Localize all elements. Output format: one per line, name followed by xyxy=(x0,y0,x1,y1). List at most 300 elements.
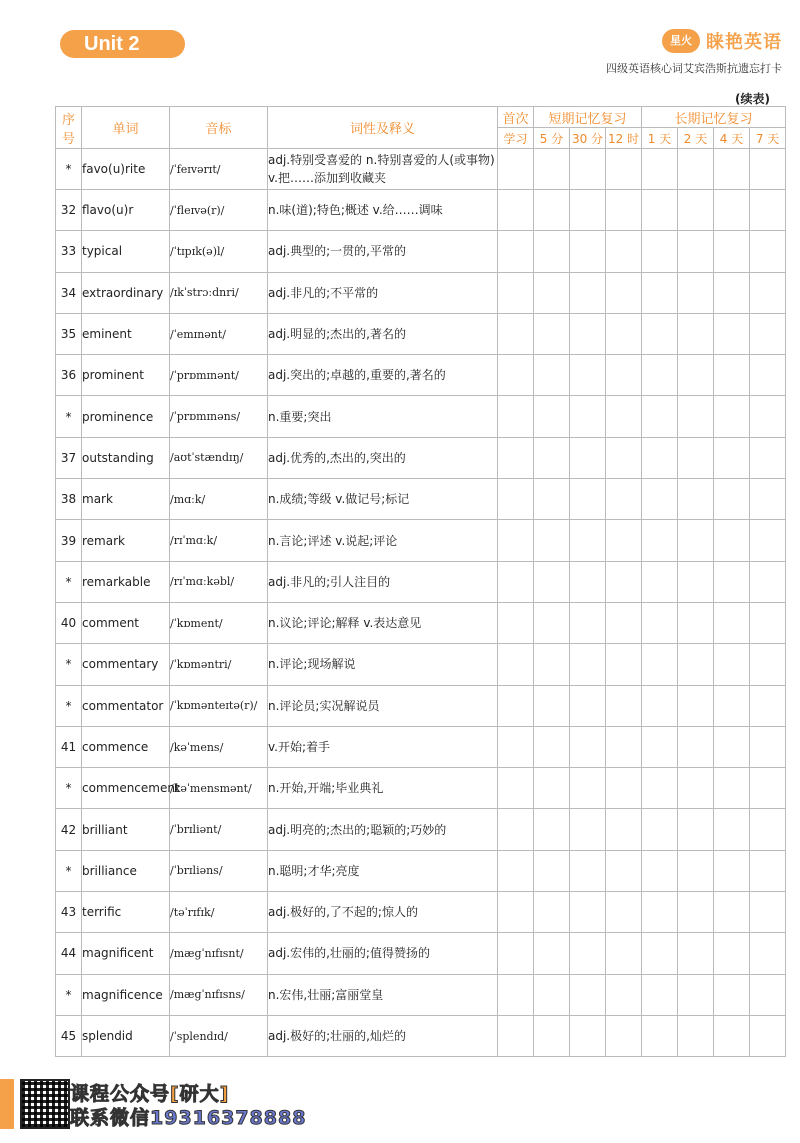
checkin-cell[interactable] xyxy=(678,561,714,602)
checkin-cell[interactable] xyxy=(678,190,714,231)
row-phonetic: /kəˈmensmənt/ xyxy=(170,768,268,809)
brand-name: 睐艳英语 xyxy=(706,32,782,53)
checkin-cell[interactable] xyxy=(750,768,786,809)
checkin-cell[interactable] xyxy=(498,313,534,354)
row-number: * xyxy=(56,685,82,726)
checkin-cell[interactable] xyxy=(606,272,642,313)
checkin-cell[interactable] xyxy=(570,1015,606,1056)
checkin-cell[interactable] xyxy=(606,602,642,643)
checkin-cell[interactable] xyxy=(606,561,642,602)
row-word: brilliance xyxy=(82,850,170,891)
checkin-cell[interactable] xyxy=(714,437,750,478)
checkin-cell[interactable] xyxy=(498,726,534,767)
checkin-cell[interactable] xyxy=(606,644,642,685)
checkin-cell[interactable] xyxy=(750,974,786,1015)
checkin-cell[interactable] xyxy=(750,685,786,726)
checkin-cell[interactable] xyxy=(606,974,642,1015)
checkin-cell[interactable] xyxy=(606,933,642,974)
row-definition: n.评论员;实况解说员 xyxy=(268,685,498,726)
row-phonetic: /aʊtˈstændɪŋ/ xyxy=(170,437,268,478)
row-number: * xyxy=(56,974,82,1015)
checkin-cell[interactable] xyxy=(606,479,642,520)
checkin-cell[interactable] xyxy=(678,974,714,1015)
checkin-cell[interactable] xyxy=(498,768,534,809)
table-row xyxy=(56,520,786,561)
checkin-cell[interactable] xyxy=(534,479,570,520)
checkin-cell[interactable] xyxy=(714,561,750,602)
checkin-cell[interactable] xyxy=(642,396,678,437)
checkin-cell[interactable] xyxy=(534,933,570,974)
checkin-cell[interactable] xyxy=(750,892,786,933)
checkin-cell[interactable] xyxy=(606,231,642,272)
checkin-cell[interactable] xyxy=(678,437,714,478)
table-row xyxy=(56,933,786,974)
col-header-5min: 5 分 xyxy=(534,128,570,149)
checkin-cell[interactable] xyxy=(534,644,570,685)
row-definition: adj.突出的;卓越的,重要的,著名的 xyxy=(268,355,498,396)
row-number: * xyxy=(56,768,82,809)
checkin-cell[interactable] xyxy=(750,850,786,891)
row-phonetic: /ˈkɒment/ xyxy=(170,602,268,643)
row-number: 34 xyxy=(56,272,82,313)
checkin-cell[interactable] xyxy=(606,313,642,354)
checkin-cell[interactable] xyxy=(750,479,786,520)
checkin-cell[interactable] xyxy=(534,974,570,1015)
checkin-cell[interactable] xyxy=(714,355,750,396)
checkin-cell[interactable] xyxy=(750,809,786,850)
checkin-cell[interactable] xyxy=(606,850,642,891)
checkin-cell[interactable] xyxy=(678,272,714,313)
row-phonetic: /rɪˈmɑːk/ xyxy=(170,520,268,561)
brand xyxy=(662,26,782,56)
brand-logo-icon: 星火 xyxy=(662,29,700,53)
checkin-cell[interactable] xyxy=(642,231,678,272)
row-number: * xyxy=(56,561,82,602)
checkin-cell[interactable] xyxy=(570,396,606,437)
row-number: 41 xyxy=(56,726,82,767)
checkin-cell[interactable] xyxy=(642,479,678,520)
table-row xyxy=(56,602,786,643)
checkin-cell[interactable] xyxy=(714,272,750,313)
row-word: commencement xyxy=(82,768,170,809)
checkin-cell[interactable] xyxy=(498,933,534,974)
checkin-cell[interactable] xyxy=(534,561,570,602)
checkin-cell[interactable] xyxy=(714,313,750,354)
row-phonetic: /kəˈmens/ xyxy=(170,726,268,767)
checkin-cell[interactable] xyxy=(714,231,750,272)
col-header-4day: 4 天 xyxy=(714,128,750,149)
checkin-cell[interactable] xyxy=(678,149,714,190)
checkin-cell[interactable] xyxy=(642,313,678,354)
checkin-cell[interactable] xyxy=(570,602,606,643)
row-definition: adj.极好的,了不起的;惊人的 xyxy=(268,892,498,933)
checkin-cell[interactable] xyxy=(570,726,606,767)
row-definition: n.聪明;才华;亮度 xyxy=(268,850,498,891)
row-definition: adj.非凡的;不平常的 xyxy=(268,272,498,313)
checkin-cell[interactable] xyxy=(606,726,642,767)
row-definition: v.开始;着手 xyxy=(268,726,498,767)
row-definition: n.成绩;等级 v.做记号;标记 xyxy=(268,479,498,520)
row-word: flavo(u)r xyxy=(82,190,170,231)
checkin-cell[interactable] xyxy=(534,809,570,850)
checkin-cell[interactable] xyxy=(642,561,678,602)
checkin-cell[interactable] xyxy=(750,726,786,767)
row-number: * xyxy=(56,149,82,190)
checkin-cell[interactable] xyxy=(642,974,678,1015)
checkin-cell[interactable] xyxy=(498,809,534,850)
row-phonetic: /ɪkˈstrɔːdnri/ xyxy=(170,272,268,313)
checkin-cell[interactable] xyxy=(498,644,534,685)
checkin-cell[interactable] xyxy=(678,479,714,520)
checkin-cell[interactable] xyxy=(570,768,606,809)
checkin-cell[interactable] xyxy=(714,479,750,520)
watermark-line-2: 联系微信19316378888 xyxy=(70,1107,307,1129)
checkin-cell[interactable] xyxy=(714,602,750,643)
checkin-cell[interactable] xyxy=(570,272,606,313)
checkin-cell[interactable] xyxy=(498,437,534,478)
col-header-30min: 30 分 xyxy=(570,128,606,149)
row-number: 39 xyxy=(56,520,82,561)
checkin-cell[interactable] xyxy=(642,190,678,231)
watermark-line-1: 课程公众号[研大] xyxy=(70,1083,230,1105)
table-row xyxy=(56,850,786,891)
row-definition: n.开始,开端;毕业典礼 xyxy=(268,768,498,809)
table-row xyxy=(56,190,786,231)
checkin-cell[interactable] xyxy=(534,892,570,933)
checkin-cell[interactable] xyxy=(642,892,678,933)
row-word: favo(u)rite xyxy=(82,149,170,190)
checkin-cell[interactable] xyxy=(714,974,750,1015)
checkin-cell[interactable] xyxy=(606,396,642,437)
table-row xyxy=(56,892,786,933)
row-definition: n.议论;评论;解释 v.表达意见 xyxy=(268,602,498,643)
checkin-cell[interactable] xyxy=(570,561,606,602)
checkin-cell[interactable] xyxy=(678,685,714,726)
row-word: magnificent xyxy=(82,933,170,974)
checkin-cell[interactable] xyxy=(678,602,714,643)
vocab-body xyxy=(56,149,786,1057)
row-definition: adj.特别受喜爱的 n.特别喜爱的人(或事物) v.把……添加到收藏夹 xyxy=(268,149,498,190)
checkin-cell[interactable] xyxy=(714,933,750,974)
row-word: comment xyxy=(82,602,170,643)
table-row xyxy=(56,355,786,396)
checkin-cell[interactable] xyxy=(570,355,606,396)
checkin-cell[interactable] xyxy=(498,850,534,891)
checkin-cell[interactable] xyxy=(714,726,750,767)
page-subtitle: 四级英语核心词艾宾浩斯抗遗忘打卡 xyxy=(606,62,782,75)
checkin-cell[interactable] xyxy=(570,149,606,190)
row-definition: adj.宏伟的,壮丽的;值得赞扬的 xyxy=(268,933,498,974)
row-definition: adj.极好的;壮丽的,灿烂的 xyxy=(268,1015,498,1056)
checkin-cell[interactable] xyxy=(498,479,534,520)
checkin-cell[interactable] xyxy=(570,313,606,354)
row-number: 44 xyxy=(56,933,82,974)
table-row xyxy=(56,396,786,437)
checkin-cell[interactable] xyxy=(606,892,642,933)
checkin-cell[interactable] xyxy=(570,892,606,933)
row-phonetic: /rɪˈmɑːkəbl/ xyxy=(170,561,268,602)
row-phonetic: /ˈfleɪvə(r)/ xyxy=(170,190,268,231)
checkin-cell[interactable] xyxy=(570,974,606,1015)
checkin-cell[interactable] xyxy=(534,272,570,313)
row-number: 32 xyxy=(56,190,82,231)
checkin-cell[interactable] xyxy=(570,685,606,726)
checkin-cell[interactable] xyxy=(750,602,786,643)
table-row xyxy=(56,313,786,354)
row-number: 37 xyxy=(56,437,82,478)
checkin-cell[interactable] xyxy=(678,520,714,561)
checkin-cell[interactable] xyxy=(678,892,714,933)
checkin-cell[interactable] xyxy=(678,231,714,272)
footer-accent xyxy=(0,1079,14,1129)
checkin-cell[interactable] xyxy=(498,520,534,561)
checkin-cell[interactable] xyxy=(642,1015,678,1056)
qr-code-icon xyxy=(20,1079,70,1129)
checkin-cell[interactable] xyxy=(570,850,606,891)
checkin-cell[interactable] xyxy=(534,313,570,354)
row-number: 43 xyxy=(56,892,82,933)
col-header-phonetic: 音标 xyxy=(170,107,268,149)
checkin-cell[interactable] xyxy=(678,396,714,437)
checkin-cell[interactable] xyxy=(750,1015,786,1056)
checkin-cell[interactable] xyxy=(750,272,786,313)
checkin-cell[interactable] xyxy=(750,933,786,974)
checkin-cell[interactable] xyxy=(498,272,534,313)
checkin-cell[interactable] xyxy=(678,313,714,354)
row-number: 45 xyxy=(56,1015,82,1056)
col-header-word: 单词 xyxy=(82,107,170,149)
checkin-cell[interactable] xyxy=(714,892,750,933)
row-word: prominent xyxy=(82,355,170,396)
checkin-cell[interactable] xyxy=(570,190,606,231)
row-word: commentator xyxy=(82,685,170,726)
col-header-short-review: 短期记忆复习 xyxy=(534,107,642,128)
checkin-cell[interactable] xyxy=(642,355,678,396)
checkin-cell[interactable] xyxy=(534,1015,570,1056)
checkin-cell[interactable] xyxy=(498,974,534,1015)
checkin-cell[interactable] xyxy=(606,1015,642,1056)
row-definition: adj.非凡的;引人注目的 xyxy=(268,561,498,602)
checkin-cell[interactable] xyxy=(750,149,786,190)
checkin-cell[interactable] xyxy=(606,190,642,231)
col-header-1day: 1 天 xyxy=(642,128,678,149)
row-definition: n.味(道);特色;概述 v.给……调味 xyxy=(268,190,498,231)
checkin-cell[interactable] xyxy=(534,149,570,190)
row-phonetic: /ˈfeɪvərɪt/ xyxy=(170,149,268,190)
col-header-first-study-bottom: 学习 xyxy=(498,128,534,149)
checkin-cell[interactable] xyxy=(750,561,786,602)
checkin-cell[interactable] xyxy=(642,685,678,726)
table-row xyxy=(56,809,786,850)
row-number: 42 xyxy=(56,809,82,850)
checkin-cell[interactable] xyxy=(606,685,642,726)
table-row xyxy=(56,231,786,272)
checkin-cell[interactable] xyxy=(498,396,534,437)
checkin-cell[interactable] xyxy=(714,396,750,437)
checkin-cell[interactable] xyxy=(750,520,786,561)
checkin-cell[interactable] xyxy=(750,644,786,685)
row-phonetic: /mæɡˈnɪfɪsns/ xyxy=(170,974,268,1015)
checkin-cell[interactable] xyxy=(534,231,570,272)
checkin-cell[interactable] xyxy=(606,520,642,561)
table-row xyxy=(56,644,786,685)
checkin-cell[interactable] xyxy=(714,190,750,231)
row-number: 38 xyxy=(56,479,82,520)
checkin-cell[interactable] xyxy=(570,231,606,272)
row-phonetic: /mæɡˈnɪfɪsnt/ xyxy=(170,933,268,974)
checkin-cell[interactable] xyxy=(678,933,714,974)
table-row xyxy=(56,149,786,190)
checkin-cell[interactable] xyxy=(606,355,642,396)
row-definition: n.重要;突出 xyxy=(268,396,498,437)
checkin-cell[interactable] xyxy=(534,437,570,478)
checkin-cell[interactable] xyxy=(642,850,678,891)
checkin-cell[interactable] xyxy=(714,685,750,726)
checkin-cell[interactable] xyxy=(750,396,786,437)
checkin-cell[interactable] xyxy=(678,726,714,767)
row-word: eminent xyxy=(82,313,170,354)
checkin-cell[interactable] xyxy=(642,602,678,643)
row-phonetic: /ˈsplendɪd/ xyxy=(170,1015,268,1056)
col-header-long-review: 长期记忆复习 xyxy=(642,107,786,128)
checkin-cell[interactable] xyxy=(498,355,534,396)
table-row xyxy=(56,561,786,602)
row-phonetic: /ˈkɒmənteɪtə(r)/ xyxy=(170,685,268,726)
row-word: prominence xyxy=(82,396,170,437)
row-definition: adj.明显的;杰出的,著名的 xyxy=(268,313,498,354)
checkin-cell[interactable] xyxy=(498,149,534,190)
checkin-cell[interactable] xyxy=(714,644,750,685)
table-row xyxy=(56,768,786,809)
checkin-cell[interactable] xyxy=(678,809,714,850)
row-definition: n.宏伟,壮丽;富丽堂皇 xyxy=(268,974,498,1015)
checkin-cell[interactable] xyxy=(714,850,750,891)
table-row xyxy=(56,726,786,767)
checkin-cell[interactable] xyxy=(642,520,678,561)
checkin-cell[interactable] xyxy=(498,561,534,602)
col-header-7day: 7 天 xyxy=(750,128,786,149)
row-word: commentary xyxy=(82,644,170,685)
checkin-cell[interactable] xyxy=(642,768,678,809)
checkin-cell[interactable] xyxy=(534,602,570,643)
checkin-cell[interactable] xyxy=(534,396,570,437)
checkin-cell[interactable] xyxy=(606,809,642,850)
checkin-cell[interactable] xyxy=(534,685,570,726)
checkin-cell[interactable] xyxy=(678,850,714,891)
row-number: * xyxy=(56,644,82,685)
row-phonetic: /ˈtɪpɪk(ə)l/ xyxy=(170,231,268,272)
checkin-cell[interactable] xyxy=(570,520,606,561)
checkin-cell[interactable] xyxy=(714,1015,750,1056)
checkin-cell[interactable] xyxy=(678,1015,714,1056)
checkin-cell[interactable] xyxy=(642,933,678,974)
table-row xyxy=(56,437,786,478)
col-header-definition: 词性及释义 xyxy=(268,107,498,149)
row-number: 40 xyxy=(56,602,82,643)
row-word: brilliant xyxy=(82,809,170,850)
checkin-cell[interactable] xyxy=(570,437,606,478)
row-phonetic: /ˈbrɪliənt/ xyxy=(170,809,268,850)
col-header-first-study-top: 首次 xyxy=(498,107,534,128)
row-definition: adj.典型的;一贯的,平常的 xyxy=(268,231,498,272)
checkin-cell[interactable] xyxy=(750,190,786,231)
col-header-12h: 12 时 xyxy=(606,128,642,149)
unit-badge: Unit 2 xyxy=(60,30,185,58)
row-word: remarkable xyxy=(82,561,170,602)
checkin-cell[interactable] xyxy=(534,768,570,809)
checkin-cell[interactable] xyxy=(642,809,678,850)
checkin-cell[interactable] xyxy=(534,726,570,767)
row-phonetic: /ˈprɒmɪnəns/ xyxy=(170,396,268,437)
checkin-cell[interactable] xyxy=(642,272,678,313)
checkin-cell[interactable] xyxy=(678,355,714,396)
checkin-cell[interactable] xyxy=(714,768,750,809)
checkin-cell[interactable] xyxy=(714,520,750,561)
checkin-cell[interactable] xyxy=(750,231,786,272)
row-word: extraordinary xyxy=(82,272,170,313)
col-header-2day: 2 天 xyxy=(678,128,714,149)
row-definition: adj.优秀的,杰出的,突出的 xyxy=(268,437,498,478)
row-phonetic: /ˈbrɪliəns/ xyxy=(170,850,268,891)
row-phonetic: /ˈprɒmɪnənt/ xyxy=(170,355,268,396)
checkin-cell[interactable] xyxy=(534,190,570,231)
row-definition: n.言论;评述 v.说起;评论 xyxy=(268,520,498,561)
checkin-cell[interactable] xyxy=(606,149,642,190)
checkin-cell[interactable] xyxy=(534,850,570,891)
checkin-cell[interactable] xyxy=(642,437,678,478)
row-definition: adj.明亮的;杰出的;聪颖的;巧妙的 xyxy=(268,809,498,850)
checkin-cell[interactable] xyxy=(642,726,678,767)
row-number: * xyxy=(56,396,82,437)
checkin-cell[interactable] xyxy=(570,809,606,850)
checkin-cell[interactable] xyxy=(570,479,606,520)
checkin-cell[interactable] xyxy=(498,1015,534,1056)
row-word: terrific xyxy=(82,892,170,933)
row-word: remark xyxy=(82,520,170,561)
checkin-cell[interactable] xyxy=(606,768,642,809)
row-number: * xyxy=(56,850,82,891)
checkin-cell[interactable] xyxy=(678,768,714,809)
checkin-cell[interactable] xyxy=(678,644,714,685)
footer xyxy=(0,1079,800,1143)
checkin-cell[interactable] xyxy=(498,231,534,272)
checkin-cell[interactable] xyxy=(750,355,786,396)
checkin-cell[interactable] xyxy=(498,892,534,933)
checkin-cell[interactable] xyxy=(714,149,750,190)
checkin-cell[interactable] xyxy=(534,355,570,396)
checkin-cell[interactable] xyxy=(498,190,534,231)
checkin-cell[interactable] xyxy=(750,313,786,354)
row-word: typical xyxy=(82,231,170,272)
checkin-cell[interactable] xyxy=(750,437,786,478)
row-word: magnificence xyxy=(82,974,170,1015)
row-phonetic: /ˈkɒməntri/ xyxy=(170,644,268,685)
checkin-cell[interactable] xyxy=(642,149,678,190)
table-row xyxy=(56,272,786,313)
checkin-cell[interactable] xyxy=(570,644,606,685)
row-word: outstanding xyxy=(82,437,170,478)
checkin-cell[interactable] xyxy=(498,685,534,726)
checkin-cell[interactable] xyxy=(606,437,642,478)
row-word: mark xyxy=(82,479,170,520)
row-word: commence xyxy=(82,726,170,767)
checkin-cell[interactable] xyxy=(498,602,534,643)
checkin-cell[interactable] xyxy=(570,933,606,974)
checkin-cell[interactable] xyxy=(642,644,678,685)
checkin-cell[interactable] xyxy=(534,520,570,561)
col-header-num: 序号 xyxy=(56,107,82,149)
checkin-cell[interactable] xyxy=(714,809,750,850)
